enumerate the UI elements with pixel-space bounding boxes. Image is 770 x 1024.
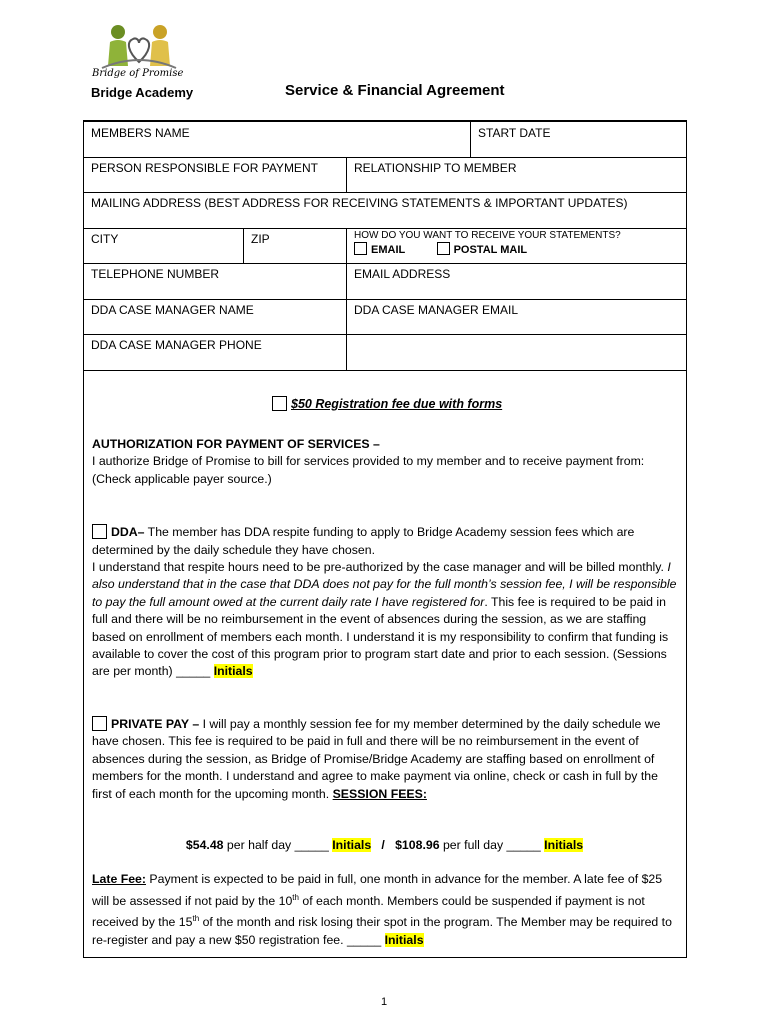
authorization-text: I authorize Bridge of Promise to bill for services provided to my member and to receive payment from: (Check applicable payer source.) <box>92 454 645 486</box>
city-label: CITY <box>91 232 119 246</box>
zip-field[interactable] <box>243 228 346 263</box>
mailing-address-field[interactable] <box>84 192 686 228</box>
relationship-label: RELATIONSHIP TO MEMBER <box>354 161 517 175</box>
members-name-label: MEMBERS NAME <box>91 126 190 140</box>
full-day-initials[interactable]: Initials <box>544 837 584 852</box>
city-field[interactable] <box>84 228 243 263</box>
late-fee-text-1: Payment is expected to be paid in full, one month in advance for the member. A late fee of $25 will be assessed if not paid by the 10 <box>92 872 663 908</box>
person-responsible-label: PERSON RESPONSIBLE FOR PAYMENT <box>91 161 318 175</box>
dda-italic-text: I also understand that in the case that DDA does not pay for the full month’s session fee, I will be responsible to pay the full amount owed at the current daily rate I have registered for <box>92 560 677 609</box>
late-fee-text-2: of each month. Members could be suspended if payment is not received by the 15 <box>92 893 645 930</box>
session-fees-label: SESSION FEES: <box>332 786 427 801</box>
postal-mail-option-label: POSTAL MAIL <box>453 244 528 256</box>
row-city <box>84 228 686 264</box>
dda-manager-phone-field[interactable] <box>84 334 346 370</box>
late-fee-initials[interactable]: Initials <box>384 932 424 947</box>
row-mailing <box>84 192 686 229</box>
authorization-section <box>92 436 677 488</box>
dda-manager-email-field[interactable] <box>346 299 686 334</box>
dda-manager-email-label: DDA CASE MANAGER EMAIL <box>354 303 519 317</box>
dda-section <box>92 524 677 681</box>
email-option-label: EMAIL <box>371 244 406 256</box>
members-name-field[interactable] <box>84 122 470 157</box>
page-title: Service & Financial Agreement <box>285 82 505 99</box>
row-responsible <box>84 157 686 193</box>
agreement-form <box>83 120 687 958</box>
private-pay-checkbox[interactable] <box>92 716 107 731</box>
statement-question: HOW DO YOU WANT TO RECEIVE YOUR STATEMENTS? <box>354 230 621 241</box>
dda-checkbox[interactable] <box>92 524 107 539</box>
email-address-label: EMAIL ADDRESS <box>354 267 451 281</box>
late-fee-sup-2: th <box>192 914 200 924</box>
authorization-heading: AUTHORIZATION FOR PAYMENT OF SERVICES – <box>92 437 380 451</box>
statement-preference <box>346 228 686 263</box>
late-fee-sup-1: th <box>292 892 299 902</box>
private-pay-text: I will pay a monthly session fee for my member determined by the daily schedule we have chosen. This fee is required to be paid in full and there will be no reimbursement in the event of absences during the session, as Bridge of Promise/Bridge Academy are staffing based on enrollment of members for the month. I understand and agree to make payment via online, check or cash in full by the first of each month for the upcoming month. <box>92 716 661 801</box>
half-day-text: per half day _____ <box>223 837 333 852</box>
person-responsible-field[interactable] <box>84 157 346 192</box>
dda-text-1: The member has DDA respite funding to apply to Bridge Academy session fees which are determined by the daily schedule they have chosen. <box>92 525 635 557</box>
dda-manager-phone-value[interactable] <box>346 334 686 370</box>
email-address-field[interactable] <box>346 263 686 299</box>
session-fees-line <box>92 837 677 854</box>
postal-mail-checkbox[interactable] <box>437 242 450 255</box>
org-name: Bridge Academy <box>91 85 194 100</box>
row-dda-manager <box>84 299 686 335</box>
dda-initials[interactable]: Initials <box>213 664 253 679</box>
late-fee-section <box>92 871 677 949</box>
late-fee-text-3: of the month and risk losing their spot in the program. The Member may be required to re-register and pay a new $50 registration fee. _____ <box>92 915 672 947</box>
dda-manager-name-field[interactable] <box>84 299 346 334</box>
row-telephone <box>84 263 686 300</box>
half-day-initials[interactable]: Initials <box>332 837 372 852</box>
full-day-amount: $108.96 <box>395 837 440 852</box>
dda-manager-name-label: DDA CASE MANAGER NAME <box>91 303 254 317</box>
relationship-field[interactable] <box>346 157 686 192</box>
zip-label: ZIP <box>251 232 270 246</box>
late-fee-label: Late Fee: <box>92 872 146 887</box>
row-members <box>84 122 686 158</box>
agreement-body <box>92 384 677 949</box>
half-day-amount: $54.48 <box>185 837 224 852</box>
row-dda-phone <box>84 334 686 371</box>
dda-label: DDA– <box>111 525 145 540</box>
telephone-label: TELEPHONE NUMBER <box>91 267 220 281</box>
private-pay-section <box>92 716 677 803</box>
dda-text-2: I understand that respite hours need to be pre-authorized by the case manager and will be billed monthly. <box>92 560 668 575</box>
email-checkbox[interactable] <box>354 242 367 255</box>
mailing-address-label: MAILING ADDRESS (BEST ADDRESS FOR RECEIVING STATEMENTS & IMPORTANT UPDATES) <box>91 196 628 210</box>
fees-separator: / <box>371 837 396 852</box>
start-date-label: START DATE <box>478 126 551 140</box>
page-number: 1 <box>381 996 388 1008</box>
dda-text-3: . This fee is required to be paid in full and there will be no reimbursement in the event of absences during the session, as we are staffing based on enrollment of members each month. I understand it is my responsibility to confirm that funding is available to cover the cost of this program prior to program start date and prior to each session. (Sessions are per month) _____ <box>92 594 669 679</box>
start-date-field[interactable] <box>470 122 686 157</box>
registration-fee-label: $50 Registration fee due with forms <box>291 397 503 411</box>
full-day-text: per full day _____ <box>439 837 545 852</box>
telephone-field[interactable] <box>84 263 346 299</box>
private-pay-label: PRIVATE PAY – <box>111 716 200 731</box>
logo-text: Bridge of Promise <box>92 68 184 79</box>
dda-manager-phone-label: DDA CASE MANAGER PHONE <box>91 338 262 352</box>
